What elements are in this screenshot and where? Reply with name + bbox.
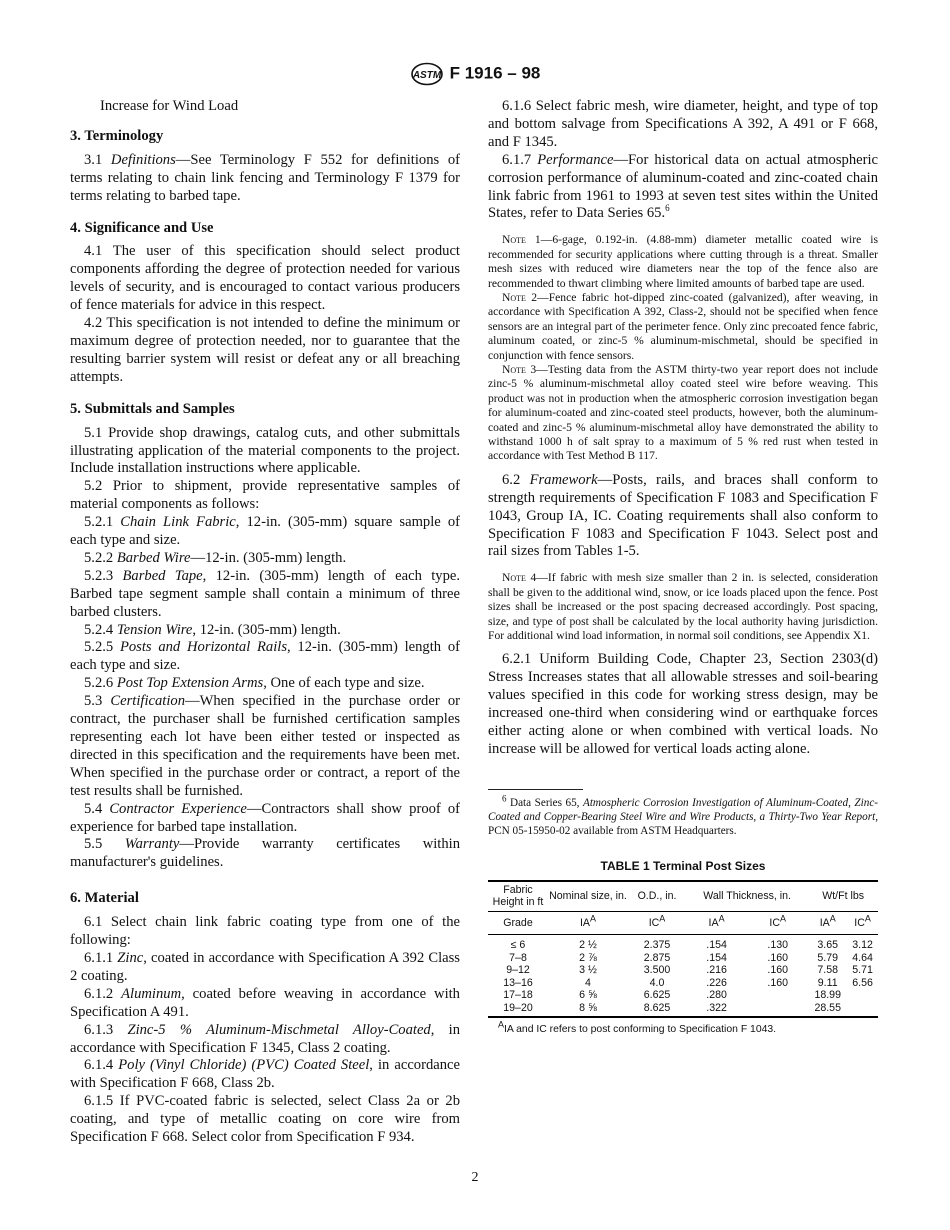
para-6-1: 6.1 Select chain link fabric coating type from one of the following: bbox=[70, 914, 460, 949]
page-number: 2 bbox=[471, 1170, 479, 1185]
note-4: Note 4—If fabric with mesh size smaller than 2 in. is selected, consideration shall be given to the additional wind, snow, or ice loads placed upon the fence. Post sizes shall be increased or the post spacing decreased accordingly. Post spacing, size, and type of post shall be calculated by the local authority having jurisdiction. For additional wind load information, in normal soil conditions, see Appendix X1. bbox=[488, 571, 879, 642]
para-5-2-6: 5.2.6 Post Top Extension Arms, One of each type and size. bbox=[84, 675, 425, 692]
grade-wall-ia: $IA^A$ bbox=[686, 911, 747, 935]
para-4-1: 4.1 The user of this specification should select product components affording the degree of protection needed for various levels of security, and is encouraged to contact various producers of fence materials for advice in this respect. bbox=[70, 243, 460, 314]
para-6-2-1: 6.2.1 Uniform Building Code, Chapter 23, Section 2303(d) Stress Increases states that all allowable stresses and soil-bearing values specified in this code for working stress design, may be increased one-third when considering wind or earthquake forces either acting alone or when combined with vertical loads. No increase will be allowed for vertical loads acting alone. bbox=[488, 651, 878, 757]
para-6-1-3: 6.1.3 Zinc-5 % Aluminum-Mischmetal Alloy-Coated, in accordance with Specification F 1345, Class 2 coating. bbox=[70, 1021, 460, 1056]
astm-logo-icon bbox=[410, 62, 444, 86]
table-1-title: TABLE 1 Terminal Post Sizes bbox=[600, 858, 766, 873]
para-6-1-7: 6.1.7 Performance—For historical data on actual atmospheric corrosion performance of aluminum-coated and zinc-coated chain link fabric from 1961 to 1993 at seven test sites within the United States, refer to Data Series 65.$^6$ bbox=[488, 151, 878, 222]
note-1: Note 1—6-gage, 0.192-in. (4.88-mm) diameter metallic coated wire is recommended for security applications where cutting through is a threat. Smaller mesh sizes with reduced wire diameters near the top of the fence also are recommended to thwart climbing where limited amounts of barbed tape are used. bbox=[488, 233, 878, 290]
grade-wt-ic: $IC^A$ bbox=[847, 911, 878, 935]
footnote-6: $^6$ Data Series 65, Atmospheric Corrosion Investigation of Aluminum-Coated, Zinc-Coated and Copper-Bearing Steel Wire and Wire Products, a Thirty-Two Year Report, PCN 05-15950-02 available from ASTM Headquarters. bbox=[488, 793, 879, 837]
table-row: 13–16 4 4.0 .226 .160 9.11 6.56 bbox=[503, 976, 873, 989]
para-5-2: 5.2 Prior to shipment, provide representative samples of material components as follows: bbox=[70, 478, 460, 513]
para-5-4: 5.4 Contractor Experience—Contractors shall show proof of experience for barbed tape installation. bbox=[70, 800, 461, 835]
left-column bbox=[70, 98, 460, 1147]
para-5-2-1: 5.2.1 Chain Link Fabric, 12-in. (305-mm) square sample of each type and size. bbox=[70, 514, 460, 549]
para-5-2-5: 5.2.5 Posts and Horizontal Rails, 12-in. (305-mm) length of each type and size. bbox=[70, 639, 460, 674]
section-5-title: 5. Submittals and Samples bbox=[70, 400, 235, 417]
para-5-5: 5.5 Warranty—Provide warranty certificates within manufacturer's guidelines. bbox=[70, 836, 460, 871]
col-fabric-height: Fabric Height in ft bbox=[488, 881, 548, 912]
para-6-1-4: 6.1.4 Poly (Vinyl Chloride) (PVC) Coated Steel, in accordance with Specification F 668, Class 2b. bbox=[70, 1057, 460, 1092]
col-wt-ft: Wt/Ft lbs bbox=[808, 881, 878, 912]
para-5-2-4: 5.2.4 Tension Wire, 12-in. (305-mm) length. bbox=[84, 621, 341, 638]
intro-line: Increase for Wind Load bbox=[100, 98, 239, 114]
grade-label: Grade bbox=[488, 911, 548, 935]
grade-wall-ic: $IC^A$ bbox=[747, 911, 808, 935]
col-od: O.D., in. bbox=[628, 881, 686, 912]
note-2: Note 2—Fence fabric hot-dipped zinc-coated (galvanized), after weaving, in accordance with Specification A 392, Class-2, should not be specified when fence sensors are an integral part of the perimeter fence. Only zinc precoated fence fabric, aluminum coated, or zinc-5 % aluminum-mischmetal, should be specified in conjunction with fence sensors. bbox=[488, 290, 878, 362]
col-wall-thickness: Wall Thickness, in. bbox=[686, 881, 808, 912]
para-6-1-6: 6.1.6 Select fabric mesh, wire diameter, height, and type of top and bottom salvage from Specifications A 392, A 491 or F 668, and F 1345. bbox=[488, 98, 878, 150]
para-6-2: 6.2 Framework—Posts, rails, and braces shall conform to strength requirements of Specification F 1083 and Specification F 1043, Group IA, IC. Coating requirements shall also conform to Specification F 1083 and Specification F 1043. Select post and rail sizes from Tables 1-5. bbox=[488, 471, 878, 560]
col-nominal-size: Nominal size, in. bbox=[548, 881, 628, 912]
table-row: 9–12 3 ½ 3.500 .216 .160 7.58 5.71 bbox=[506, 964, 873, 977]
para-6-1-1: 6.1.1 Zinc, coated in accordance with Specification A 392 Class 2 coating. bbox=[70, 949, 460, 984]
table-row: 19–20 8 ⅝ 8.625 .322 28.55 bbox=[488, 1002, 878, 1018]
section-6-title: 6. Material bbox=[70, 890, 139, 907]
notes-1-3 bbox=[488, 233, 878, 464]
right-column bbox=[488, 98, 878, 1039]
terminal-post-sizes-table bbox=[488, 880, 878, 1019]
para-5-2-2: 5.2.2 Barbed Wire—12-in. (305-mm) length. bbox=[84, 549, 347, 566]
para-6-1-5: 6.1.5 If PVC-coated fabric is selected, select Class 2a or 2b coating, and type of metallic coating on core wire from Specification F 668. Select color from Specification F 934. bbox=[70, 1093, 460, 1146]
para-6-1-2: 6.1.2 Aluminum, coated before weaving in accordance with Specification A 491. bbox=[70, 985, 460, 1020]
note-3: Note 3—Testing data from the ASTM thirty-two year report does not include zinc-5 % aluminum-mischmetal alloy coated steel wire before weaving. This product was not in production when the atmospheric corrosion investigation began for aluminum-coated and zinc-coated steel products, however, both the aluminum-coated and zinc-5 % aluminum-mischmetal alloy have demonstrated the ability to withstand 1000 h of salt spray to a maximum of 5 % red rust when tested in accordance with Test Method B 117. bbox=[488, 363, 878, 463]
table-row: ≤ 6 2 ½ 2.375 .154 .130 3.65 3.12 bbox=[510, 939, 873, 952]
footnote-ref: 6 bbox=[665, 203, 670, 214]
table-row: 7–8 2 ⅞ 2.875 .154 .160 5.79 4.64 bbox=[509, 951, 873, 964]
table-row: 17–18 6 ⅝ 6.625 .280 18.99 bbox=[503, 989, 841, 1002]
section-4-title: 4. Significance and Use bbox=[70, 219, 214, 236]
section-3-title: 3. Terminology bbox=[70, 127, 164, 144]
document-designation: F 1916 – 98 bbox=[449, 63, 541, 83]
footnote-divider bbox=[488, 789, 583, 790]
grade-wt-ia: $IA^A$ bbox=[808, 911, 847, 935]
grade-od-ic: $IC^A$ bbox=[628, 911, 686, 935]
grade-nominal-ia: $IA^A$ bbox=[548, 911, 628, 935]
svg-text:ASTM: ASTM bbox=[412, 70, 441, 81]
para-3-1: 3.1 Definitions—See Terminology F 552 for definitions of terms relating to chain link fencing and Terminology F 1379 for terms relating to barbed tape. bbox=[70, 151, 460, 204]
para-4-2: 4.2 This specification is not intended to define the minimum or maximum degree of protection needed, nor to guarantee that the resulting barrier system will resist or defeat any or all breaching attempts. bbox=[70, 315, 460, 385]
para-5-1: 5.1 Provide shop drawings, catalog cuts, and other submittals illustrating application of the material components to the project. Include installation instructions where applicable. bbox=[70, 424, 460, 477]
para-5-3: 5.3 Certification—When specified in the purchase order or contract, the purchaser shall be furnished certification samples representing each lot have been either tested or inspected as directed in this specification and the requirements have been met. When specified in the purchase order or contract, a report of the test results shall be furnished. bbox=[70, 693, 460, 799]
table-1-footnote: $^A$IA and IC refers to post conforming to Specification F 1043. bbox=[498, 1019, 777, 1036]
page-header bbox=[0, 62, 950, 86]
para-5-2-3: 5.2.3 Barbed Tape, 12-in. (305-mm) length of each type. Barbed tape segment sample shall contain a minimum of three barbed clusters. bbox=[70, 567, 460, 620]
